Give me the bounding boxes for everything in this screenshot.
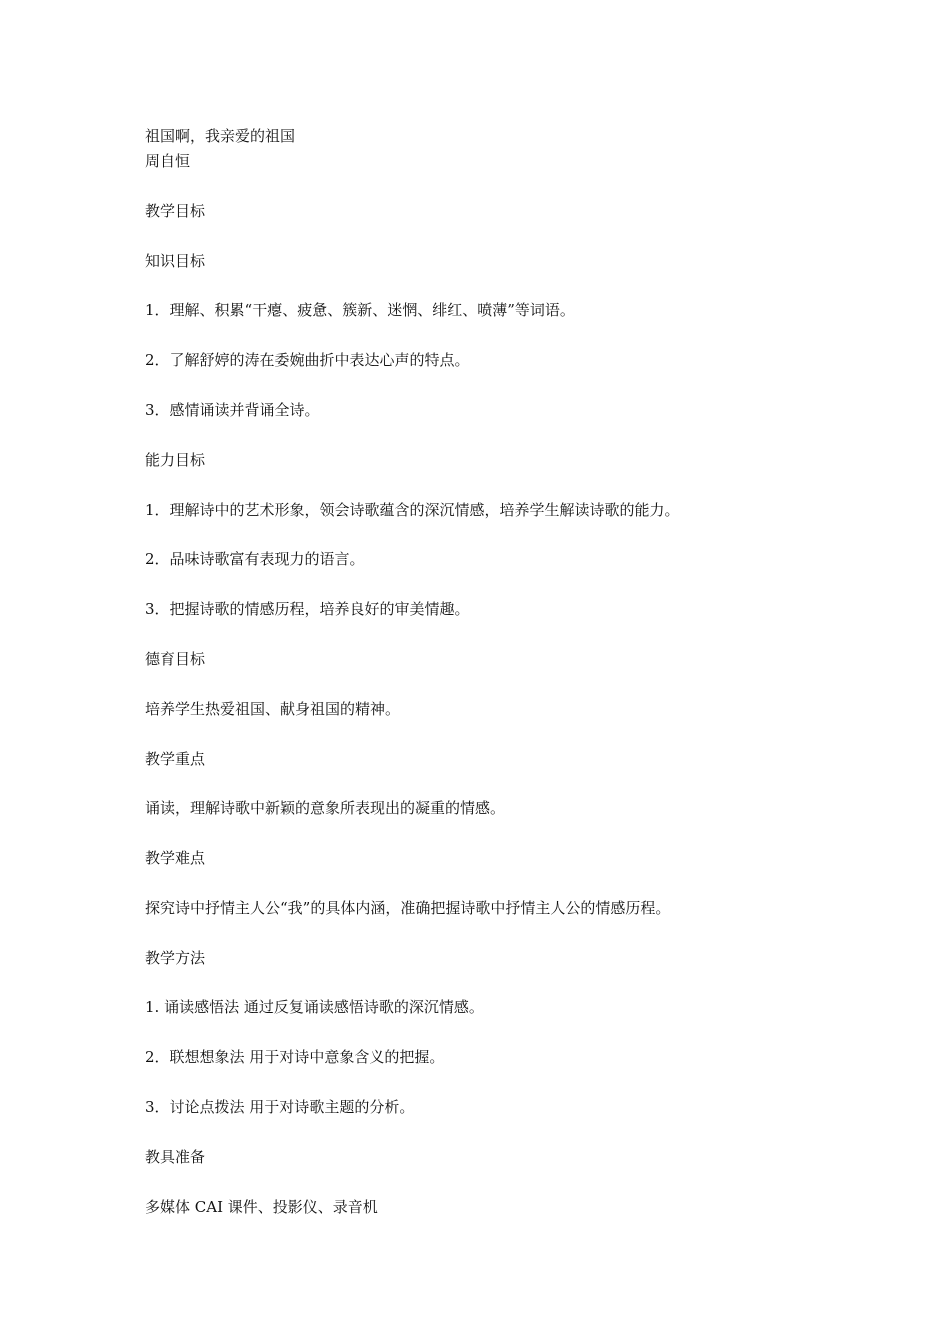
- teaching-goals-heading: 教学目标: [145, 202, 206, 220]
- document-author: 周自恒: [145, 152, 191, 170]
- difficult-points-text: 探究诗中抒情主人公“我”的具体内涵，准确把握诗歌中抒情主人公的情感历程。: [145, 899, 671, 917]
- methods-heading: 教学方法: [145, 949, 206, 967]
- ability-goal-item: 3．把握诗歌的情感历程，培养良好的审美情趣。: [145, 600, 470, 618]
- key-points-heading: 教学重点: [145, 750, 206, 768]
- moral-goals-heading: 德育目标: [145, 650, 206, 668]
- difficult-points-heading: 教学难点: [145, 849, 206, 867]
- knowledge-goal-item: 3．感情诵读并背诵全诗。: [145, 401, 320, 419]
- knowledge-goals-heading: 知识目标: [145, 252, 206, 270]
- ability-goals-heading: 能力目标: [145, 451, 206, 469]
- tools-text: 多媒体 CAI 课件、投影仪、录音机: [145, 1198, 378, 1216]
- tools-heading: 教具准备: [145, 1148, 206, 1166]
- method-item: 3．讨论点拨法 用于对诗歌主题的分析。: [145, 1098, 415, 1116]
- method-item: 2．联想想象法 用于对诗中意象含义的把握。: [145, 1048, 445, 1066]
- ability-goal-item: 2．品味诗歌富有表现力的语言。: [145, 550, 365, 568]
- document-title: 祖国啊，我亲爱的祖国: [145, 127, 296, 145]
- key-points-text: 诵读，理解诗歌中新颖的意象所表现出的凝重的情感。: [145, 799, 506, 817]
- ability-goal-item: 1．理解诗中的艺术形象，领会诗歌蕴含的深沉情感，培养学生解读诗歌的能力。: [145, 501, 680, 519]
- knowledge-goal-item: 1．理解、积累“干瘪、疲惫、簇新、迷惘、绯红、喷薄”等词语。: [145, 301, 575, 319]
- knowledge-goal-item: 2．了解舒婷的涛在委婉曲折中表达心声的特点。: [145, 351, 470, 369]
- moral-goals-text: 培养学生热爱祖国、献身祖国的精神。: [145, 700, 401, 718]
- method-item: 1. 诵读感悟法 通过反复诵读感悟诗歌的深沉情感。: [145, 998, 484, 1016]
